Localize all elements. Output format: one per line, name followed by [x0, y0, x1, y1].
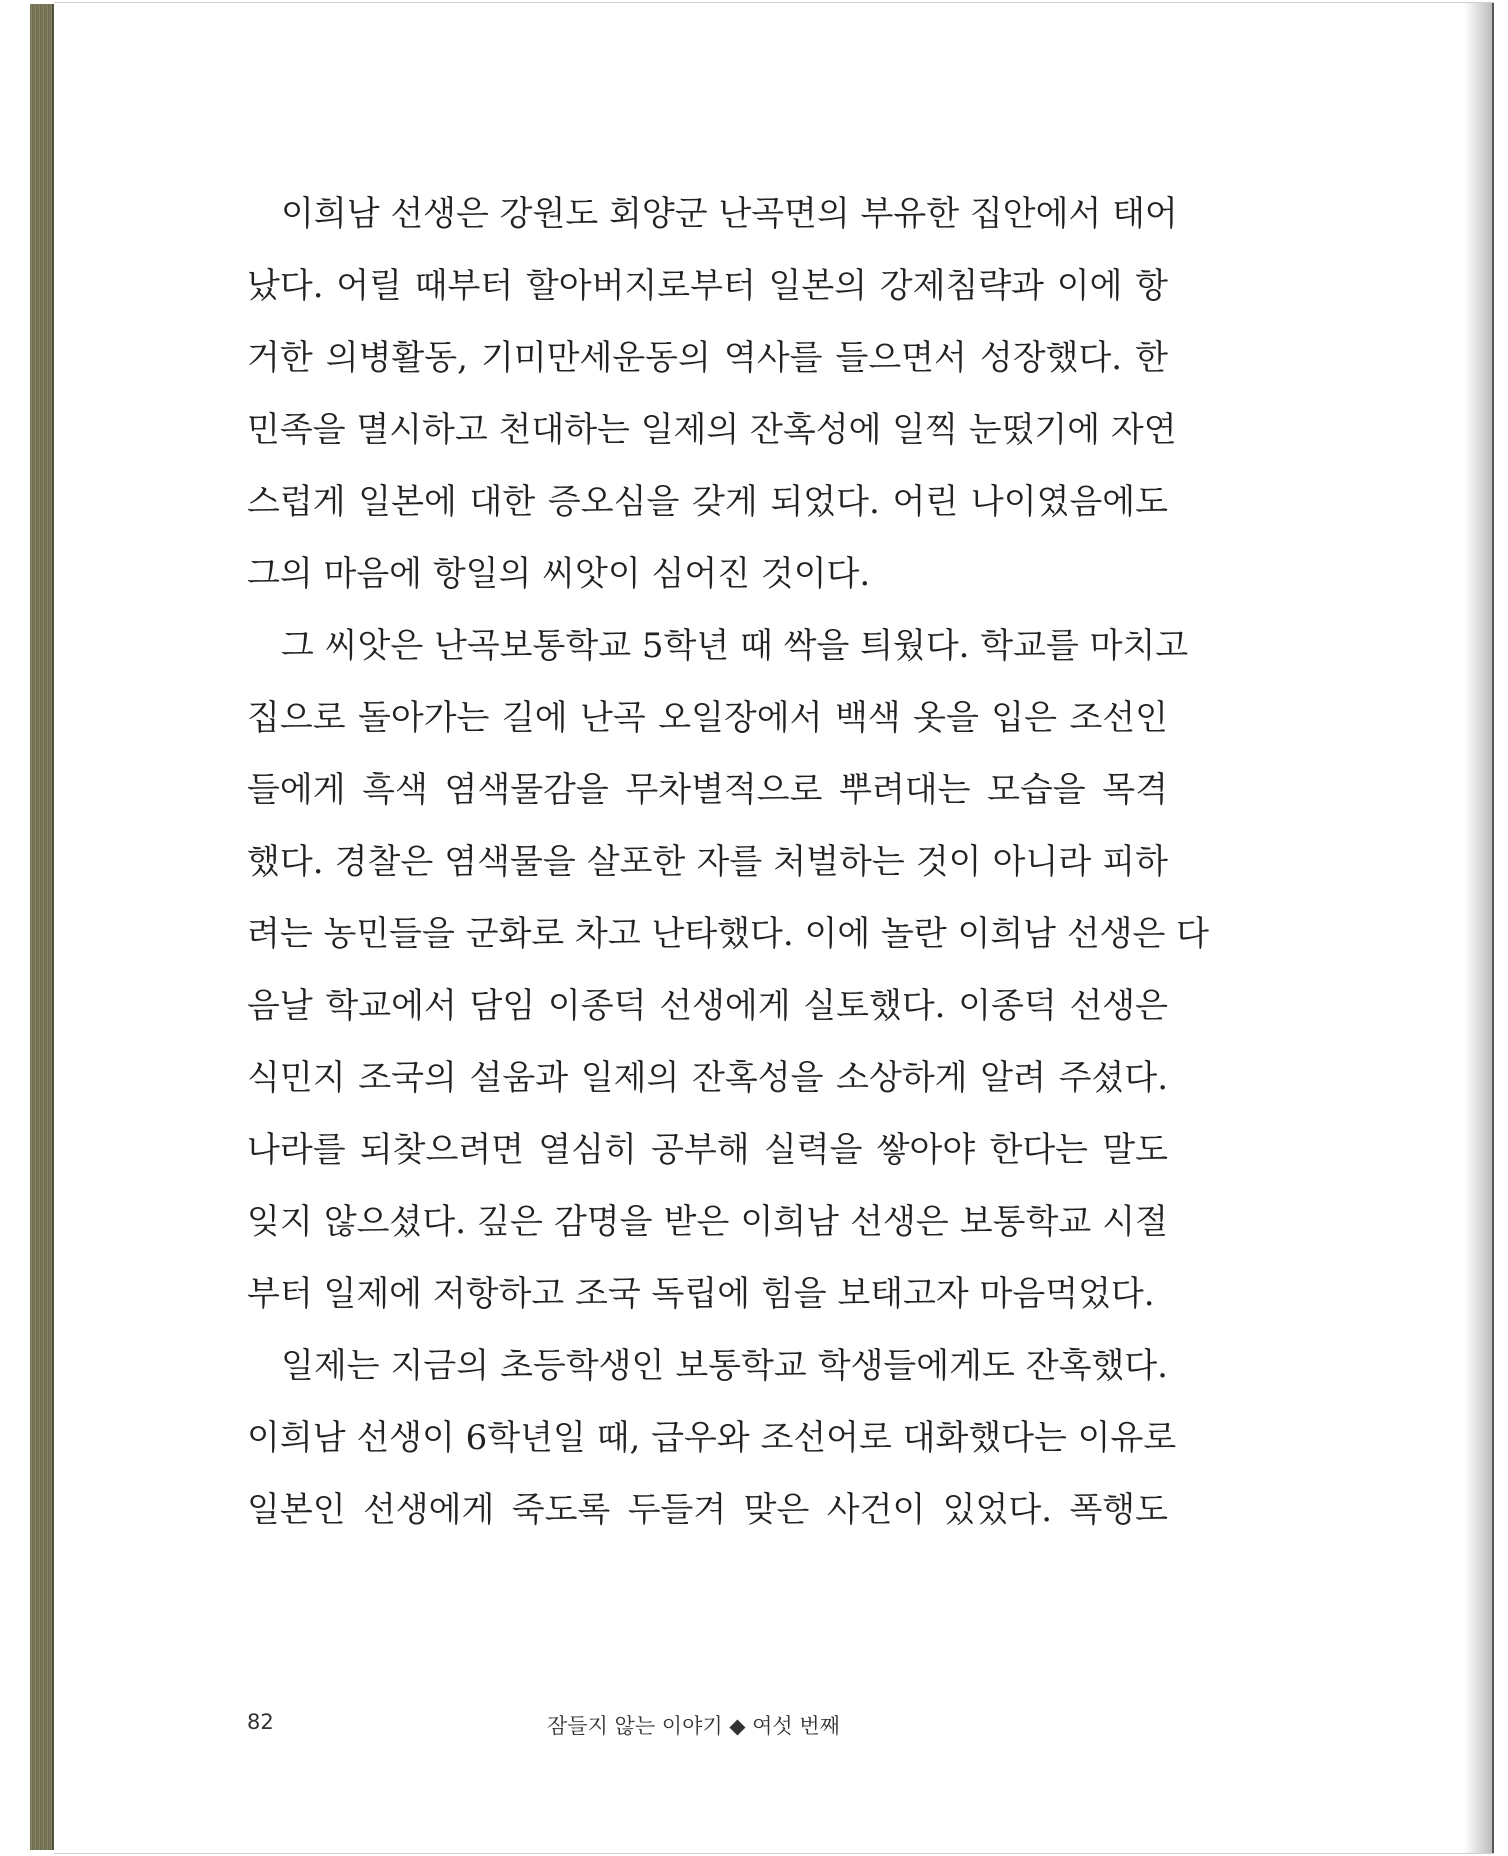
- text-line: 거한 의병활동, 기미만세운동의 역사를 들으면서 성장했다. 한: [247, 338, 1168, 378]
- text-line: 들에게 흑색 염색물감을 무차별적으로 뿌려대는 모습을 목격: [247, 770, 1168, 810]
- page-right-shadow: [1464, 3, 1494, 1853]
- text-line: 음날 학교에서 담임 이종덕 선생에게 실토했다. 이종덕 선생은: [247, 986, 1168, 1026]
- text-line: 그 씨앗은 난곡보통학교 5학년 때 싹을 틔웠다. 학교를 마치고: [281, 626, 1189, 666]
- text-line: 민족을 멸시하고 천대하는 일제의 잔혹성에 일찍 눈떴기에 자연: [247, 410, 1177, 450]
- body-text: [247, 186, 1210, 1554]
- text-line: 식민지 조국의 설움과 일제의 잔혹성을 소상하게 알려 주셨다.: [247, 1058, 1168, 1098]
- text-line: 나라를 되찾으려면 열심히 공부해 실력을 쌓아야 한다는 말도: [247, 1130, 1168, 1170]
- text-line: 그의 마음에 항일의 씨앗이 심어진 것이다.: [247, 554, 871, 594]
- text-line: 일제는 지금의 초등학생인 보통학교 학생들에게도 잔혹했다.: [281, 1346, 1168, 1386]
- text-line: 려는 농민들을 군화로 차고 난타했다. 이에 놀란 이희남 선생은 다: [247, 914, 1210, 954]
- text-line: 일본인 선생에게 죽도록 두들겨 맞은 사건이 있었다. 폭행도: [247, 1490, 1168, 1530]
- text-line: 스럽게 일본에 대한 증오심을 갖게 되었다. 어린 나이였음에도: [247, 482, 1168, 522]
- text-line: 이희남 선생은 강원도 회양군 난곡면의 부유한 집안에서 태어: [281, 194, 1178, 234]
- text-line: 부터 일제에 저항하고 조국 독립에 힘을 보태고자 마음먹었다.: [247, 1274, 1155, 1314]
- running-title: 잠들지 않는 이야기 ◆ 여섯 번째: [547, 1714, 840, 1738]
- text-line: 했다. 경찰은 염색물을 살포한 자를 처벌하는 것이 아니라 피하: [247, 842, 1168, 882]
- page-right-edge: [1492, 3, 1494, 1853]
- page-number: 82: [247, 1710, 274, 1734]
- text-line: 났다. 어릴 때부터 할아버지로부터 일본의 강제침략과 이에 항: [247, 266, 1168, 306]
- text-line: 이희남 선생이 6학년일 때, 급우와 조선어로 대화했다는 이유로: [247, 1418, 1177, 1458]
- text-line: 잊지 않으셨다. 깊은 감명을 받은 이희남 선생은 보통학교 시절: [247, 1202, 1168, 1242]
- book-page-edges: [30, 4, 54, 1850]
- text-line: 집으로 돌아가는 길에 난곡 오일장에서 백색 옷을 입은 조선인: [247, 698, 1168, 738]
